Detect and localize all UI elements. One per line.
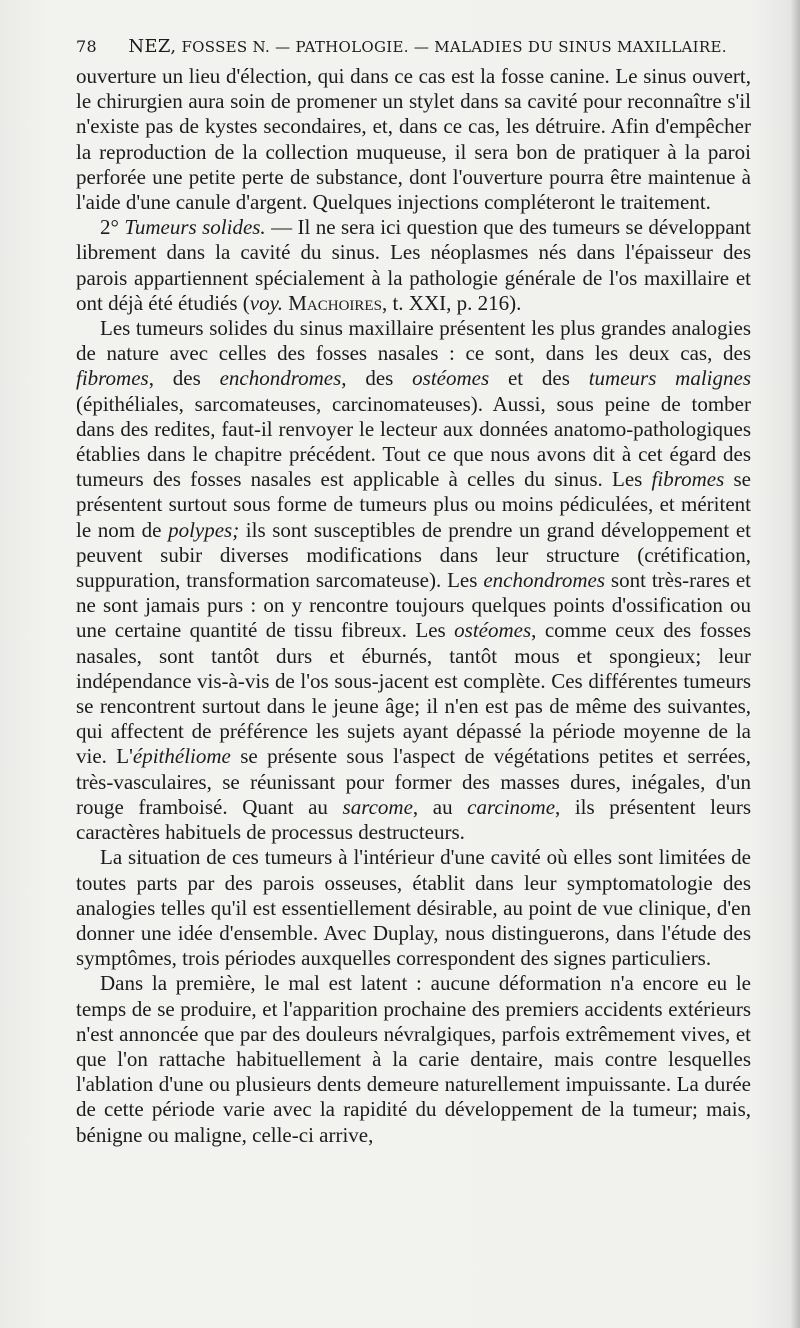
paragraph-3: Les tumeurs solides du sinus maxillaire présentent les plus grandes analogies de nature avec celles des fosses nasales : ce sont, dans les deux cas, des fibromes, des enchondromes, des ostéomes et des tumeurs malignes (épithéliales, sarcomateuses, carcinomateuses). Aussi, sous peine de tomber dans des redites, faut-il renvoyer le lecteur aux données anatomo-pathologiques établies dans le chapitre précédent. Tout ce que nous avons dit à cet égard des tumeurs des fosses nasales est applicable à celles du sinus. Les fibromes se présentent surtout sous forme de tumeurs plus ou moins pédiculées, et méritent le nom de polypes; ils sont susceptibles de prendre un grand développement et peuvent subir diverses modifications dans leur structure (crétification, suppuration, transformation sarcomateuse). Les enchondromes sont très-rares et ne sont jamais purs : on y rencontre toujours quelques points d'ossification ou une certaine quantité de tissu fibreux. Les ostéomes, comme ceux des fosses nasales, sont tantôt durs et éburnés, tantôt mous et spongieux; leur indépendance vis-à-vis de l'os sous-jacent est complète. Ces différentes tumeurs se rencontrent surtout dans le jeune âge; il n'en est pas de même des suivantes, qui affectent de préférence les sujets ayant dépassé la période moyenne de la vie. L'épithéliome se présente sous l'aspect de végétations petites et serrées, très-vasculaires, se réunissant pour former des masses dures, inégales, d'un rouge framboisé. Quant au sarcome, au carcinome, ils présentent leurs caractères habituels de processus destructeurs.	[76, 316, 752, 845]
page-number: 78	[76, 37, 97, 56]
header-title-rest: FOSSES N. — PATHOLOGIE. — MALADIES DU SINUS MAXILLAIRE.	[181, 38, 727, 56]
running-header	[76, 36, 766, 57]
cross-reference: Machoires	[288, 290, 382, 315]
paragraph-2: 2° Tumeurs solides. — Il ne sera ici question que des tumeurs se développant librement dans la cavité du sinus. Les néoplasmes nés dans l'épaisseur des parois appartiennent spécialement à la pathologie générale de l'os maxillaire et ont déjà été étudiés (voy. Machoires, t. XXI, p. 216).	[76, 215, 752, 315]
paragraph-1: ouverture un lieu d'élection, qui dans ce cas est la fosse canine. Le sinus ouvert, le chirurgien aura soin de promener un stylet dans sa cavité pour reconnaître s'il n'existe pas de kystes secondaires, et, dans ce cas, les détruire. Afin d'empêcher la reproduction de la collection muqueuse, il sera bon de pratiquer à la paroi perforée une petite perte de substance, dont l'ouverture pourra être maintenue à l'aide d'une canule d'argent. Quelques injections compléteront le traitement.	[76, 64, 751, 215]
paragraph-5: Dans la première, le mal est latent : aucune déformation n'a encore eu le temps de se produire, et l'apparition prochaine des premiers accidents extérieurs n'est annoncée que par des douleurs névralgiques, parfois extrêmement vives, et que l'on rattache habituellement à la carie dentaire, mais contre lesquelles l'ablation d'une ou plusieurs dents demeure naturellement impuissante. La durée de cette période varie avec la rapidité du développement de la tumeur; mais, bénigne ou maligne, celle-ci arrive,	[76, 971, 751, 1147]
section-heading: Tumeurs solides.	[124, 215, 266, 240]
paragraph-4: La situation de ces tumeurs à l'intérieur d'une cavité où elles sont limitées de toutes parts par des parois osseuses, établit dans leur symptomatologie des analogies telles qu'il est essentiellement désirable, au point de vue clinique, d'en donner une idée d'ensemble. Avec Duplay, nous distinguerons, dans l'étude des symptômes, trois périodes auxquelles correspondent des signes particuliers.	[76, 845, 751, 971]
body-text	[76, 64, 751, 1148]
header-title-lead: NEZ,	[128, 36, 177, 57]
section-number: 2°	[100, 215, 125, 240]
page-edge-shadow	[790, 0, 800, 1328]
header-title	[128, 38, 726, 56]
